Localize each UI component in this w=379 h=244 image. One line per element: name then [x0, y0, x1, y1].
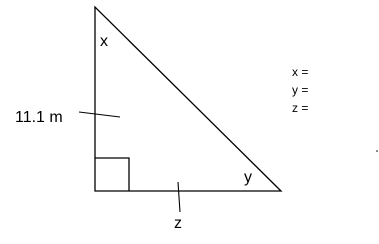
- left-side-label: 11.1 m: [15, 109, 63, 126]
- right-angle-marker: [95, 158, 129, 191]
- y-answer-prompt: y =: [292, 83, 309, 97]
- left-side-pointer: [79, 112, 120, 117]
- bottom-side-pointer: [178, 182, 180, 212]
- right-triangle: [95, 7, 281, 191]
- stray-dot: [376, 150, 378, 152]
- vertex-top-label: x: [100, 33, 108, 50]
- vertex-right-label: y: [244, 169, 252, 186]
- bottom-side-label: z: [174, 215, 182, 232]
- x-answer-prompt: x =: [292, 65, 309, 79]
- z-answer-prompt: z =: [292, 101, 309, 115]
